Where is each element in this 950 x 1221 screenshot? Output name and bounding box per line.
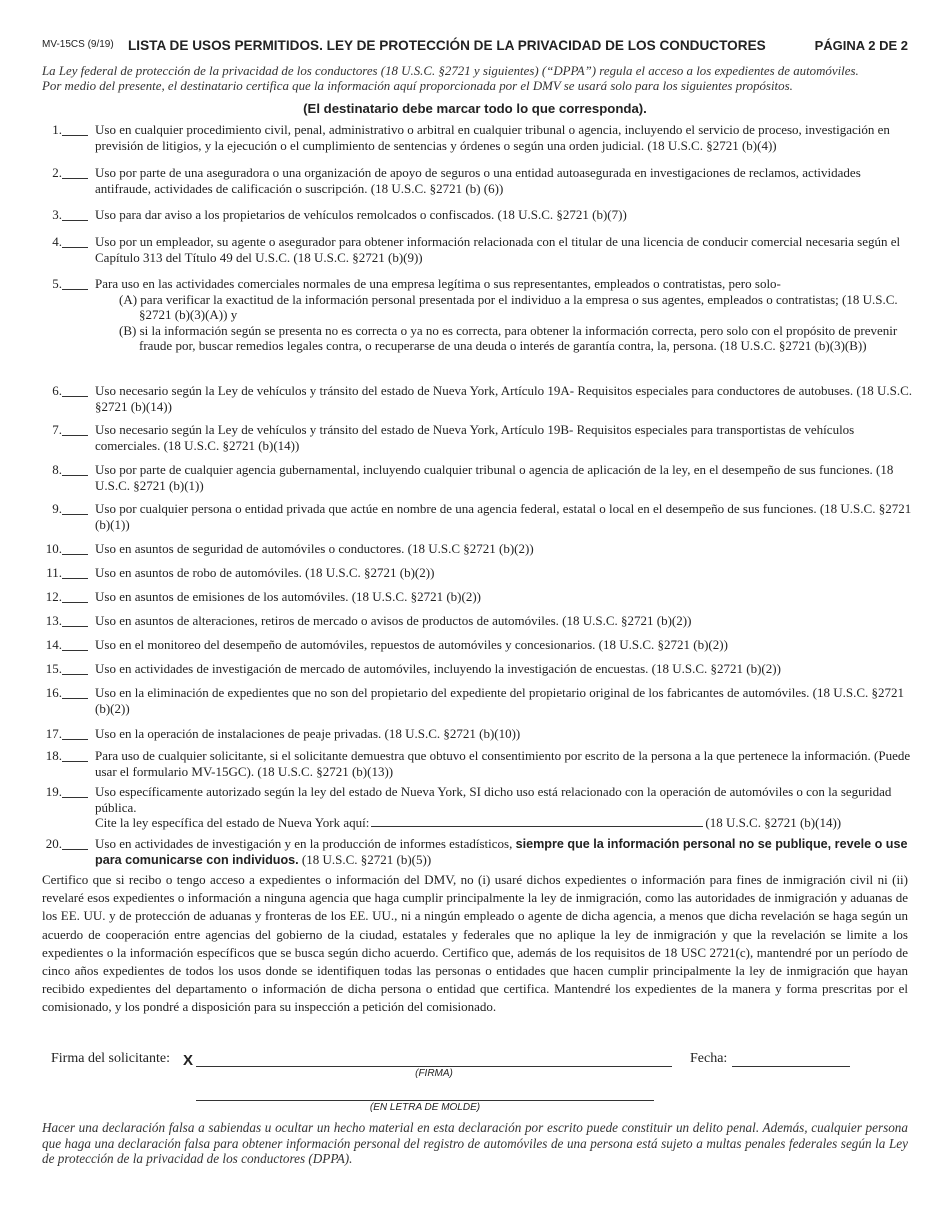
checkbox-line[interactable] <box>62 674 88 675</box>
intro-line-1: La Ley federal de protección de la privacidad de los conductores (18 U.S.C. §2721 y siguientes) (“DPPA”) regula el acceso a los expedientes de automóviles. <box>42 64 859 78</box>
item-text <box>95 836 915 867</box>
item-lead-text: Uso específicamente autorizado según la ley del estado de Nueva York, SI dicho uso está relacionado con la operación de automóviles o con la seguridad pública. <box>95 784 892 815</box>
sub-item-b: (B) si la información según se presenta no es correcta o ya no es correcta, para obtener la información correcta, pero solo con el propósito de prevenir fraude por, buscar remedios legales contra, o recuperarse de una deuda o interés de garantía contra, la, persona. (18 U.S.C. §2721 (b)(3)(B)) <box>119 322 898 353</box>
checkbox-line[interactable] <box>62 178 88 179</box>
sub-item-a: (A) para verificar la exactitud de la información personal presentada por el individuo a la empresa o sus agentes, empleados o contratistas; (18 U.S.C. §2721 (b)(3)(A)) y <box>119 291 898 322</box>
checkbox-line[interactable] <box>62 602 88 603</box>
item-text: Uso por un empleador, su agente o asegurador para obtener información relacionada con el titular de una licencia de conducir comercial necesaria según el Capítulo 313 del Título 49 del U.S.C. (18 U.S.C. §2721 (b)(9)) <box>95 234 901 265</box>
checkbox-line[interactable] <box>62 739 88 740</box>
date-label: Fecha: <box>690 1051 728 1066</box>
printed-name-caption: (EN LETRA DE MOLDE) <box>369 1102 481 1113</box>
checkbox-line[interactable] <box>62 650 88 651</box>
checkbox-line[interactable] <box>62 135 88 136</box>
item-reference: (18 U.S.C. §2721 (b)(5)) <box>301 851 432 867</box>
item-text: Uso en el monitoreo del desempeño de automóviles, repuestos de automóviles y concesionarios. (18 U.S.C. §2721 (b)(2)) <box>95 637 728 652</box>
item-number: 8. <box>52 462 62 477</box>
page-title: LISTA DE USOS PERMITIDOS. LEY DE PROTECCIÓN DE LA PRIVACIDAD DE LOS CONDUCTORES <box>128 38 766 53</box>
checkbox-line[interactable] <box>62 554 88 555</box>
item-text: Uso necesario según la Ley de vehículos y tránsito del estado de Nueva York, Artículo 19B- Requisitos especiales para transportistas de vehículos comerciales. (18 U.S.C. §2721 (b)(14)) <box>95 422 855 453</box>
signature-x-mark: X <box>183 1052 194 1069</box>
checkbox-line[interactable] <box>62 220 88 221</box>
page-number: PÁGINA 2 DE 2 <box>814 38 908 53</box>
header <box>42 38 908 58</box>
item-number: 13. <box>45 613 62 628</box>
item-number: 5. <box>52 276 62 291</box>
signature-field[interactable] <box>196 1066 672 1067</box>
item-number: 16. <box>45 685 62 700</box>
cite-law-reference: (18 U.S.C. §2721 (b)(14)) <box>705 815 842 830</box>
signature-label: Firma del solicitante: <box>51 1051 170 1066</box>
item-number: 14. <box>45 637 62 652</box>
item-number: 12. <box>45 589 62 604</box>
mark-instruction: (El destinatario debe marcar todo lo que corresponda). <box>303 101 647 116</box>
checkbox-line[interactable] <box>62 578 88 579</box>
signature-caption: (FIRMA) <box>415 1068 453 1079</box>
item-text <box>95 784 915 831</box>
checkbox-line[interactable] <box>62 698 88 699</box>
checkbox-line[interactable] <box>62 475 88 476</box>
item-text: Uso en asuntos de robo de automóviles. (18 U.S.C. §2721 (b)(2)) <box>95 565 435 580</box>
printed-name-field[interactable] <box>196 1100 654 1101</box>
item-text: Uso en asuntos de emisiones de los automóviles. (18 U.S.C. §2721 (b)(2)) <box>95 589 481 604</box>
item-number: 10. <box>45 541 62 556</box>
item-number: 11. <box>46 565 62 580</box>
item-text: Para uso de cualquier solicitante, si el solicitante demuestra que obtuvo el consentimiento por escrito de la persona a la que pertenece la información. (Puede usar el formulario MV-15GC). (18 U.S.C. §2721 (b)(13)) <box>95 748 911 779</box>
certification-text: Certifico que si recibo o tengo acceso a expedientes o información del DMV, no (i) usaré dichos expedientes o información para fines de inmigración civil ni (ii) revelaré esos expedientes o información a ninguna agencia que haga cumplir principalmente la ley de inmigración, como las autoridades de inmigración y aduanas de los EE. UU. y de protección de aduanas y fronteras de los EE. UU., ni a ningún empleado o agente de dicha agencia, a menos que dicha revelación se haga según un acuerdo de cooperación entre agencias del gobierno de la ciudad, estatales y federales que no aplique la ley de inmigración y que la revelación se limite a los expedientes o la información específicos que se busca según dicho acuerdo. Certifico que, además de los requisitos de 18 USC 2721(c), mantendré por un período de cinco años expedientes de todos los usos donde se identifiquen todas las personas o entidades que hacen cumplir principalmente la ley de inmigración que hayan recibido expedientes del departamento o información de dicha persona o entidad que certifica. Mantendré los expedientes de la manera y forma prescritas por el comisionado, y los pondré a disposición para su inspección a petición del comisionado. <box>42 872 908 1015</box>
item-number: 2. <box>52 165 62 180</box>
item-number: 19. <box>45 784 62 799</box>
item-text: Uso en asuntos de seguridad de automóviles o conductores. (18 U.S.C §2721 (b)(2)) <box>95 541 534 556</box>
item-text: Uso por parte de cualquier agencia gubernamental, incluyendo cualquier tribunal o agencia de aplicación de la ley, en el desempeño de sus funciones. (18 U.S.C. §2721 (b)(1)) <box>95 462 894 493</box>
item-number: 9. <box>52 501 62 516</box>
date-field[interactable] <box>732 1066 850 1067</box>
form-code: MV-15CS (9/19) <box>42 39 114 50</box>
item-number: 6. <box>52 383 62 398</box>
item-number: 4. <box>52 234 62 249</box>
checkbox-line[interactable] <box>62 247 88 248</box>
item-text: Uso por cualquier persona o entidad privada que actúe en nombre de una agencia federal, estatal o local en el desempeño de sus funciones. (18 U.S.C. §2721 (b)(1)) <box>95 501 912 532</box>
checkbox-line[interactable] <box>62 514 88 515</box>
item-number: 3. <box>52 207 62 222</box>
item-emphasis: siempre que la información personal no se publique, revele o use para comunicarse con individuos. <box>95 837 908 867</box>
checkbox-line[interactable] <box>62 289 88 290</box>
checkbox-line[interactable] <box>62 761 88 762</box>
item-text <box>95 276 915 354</box>
item-text: Uso en cualquier procedimiento civil, penal, administrativo o arbitral en cualquier tribunal o agencia, incluyendo el servicio de proceso, investigación en previsión de litigios, y la ejecución o el cumplimiento de sentencias y órdenes o según una orden judicial. (18 U.S.C. §2721 (b)(4)) <box>95 122 890 153</box>
item-text: Uso necesario según la Ley de vehículos y tránsito del estado de Nueva York, Artículo 19A- Requisitos especiales para conductores de autobuses. (18 U.S.C. §2721 (b)(14)) <box>95 383 913 414</box>
checkbox-line[interactable] <box>62 797 88 798</box>
item-lead-text: Uso en actividades de investigación y en la producción de informes estadísticos, <box>95 836 513 851</box>
item-text: Uso en actividades de investigación de mercado de automóviles, incluyendo la investigación de encuestas. (18 U.S.C. §2721 (b)(2)) <box>95 661 781 676</box>
item-number: 1. <box>52 122 62 137</box>
item-text: Uso para dar aviso a los propietarios de vehículos remolcados o confiscados. (18 U.S.C. §2721 (b)(7)) <box>95 207 627 222</box>
item-text: Uso en la operación de instalaciones de peaje privadas. (18 U.S.C. §2721 (b)(10)) <box>95 726 521 741</box>
cite-law-input[interactable] <box>371 815 703 827</box>
checkbox-line[interactable] <box>62 626 88 627</box>
item-lead-text: Para uso en las actividades comerciales normales de una empresa legítima o sus representantes, empleados o contratistas, pero solo- <box>95 276 781 291</box>
item-number: 17. <box>45 726 62 741</box>
item-text: Uso por parte de una aseguradora o una organización de apoyo de seguros o una entidad autoasegurada en investigaciones de reclamos, actividades antifraude, actividades de calificación o suscripción. (18 U.S.C. §2721 (b) (6)) <box>95 165 861 196</box>
cite-law-label: Cite la ley específica del estado de Nueva York aquí: <box>95 815 370 830</box>
checkbox-line[interactable] <box>62 396 88 397</box>
item-number: 7. <box>52 422 62 437</box>
intro-line-2: Por medio del presente, el destinatario certifica que la información aquí proporcionada por el DMV se usará solo para los siguientes propósitos. <box>42 79 793 93</box>
item-text: Uso en asuntos de alteraciones, retiros de mercado o avisos de productos de automóviles. (18 U.S.C. §2721 (b)(2)) <box>95 613 692 628</box>
item-text: Uso en la eliminación de expedientes que no son del propietario del expediente del propietario original de los fabricantes de automóviles. (18 U.S.C. §2721 (b)(2)) <box>95 685 905 716</box>
intro-text <box>42 64 908 94</box>
legal-warning: Hacer una declaración falsa a sabiendas u ocultar un hecho material en esta declaración por escrito puede constituir un delito penal. Además, cualquier persona que haga una declaración falsa para obtener información personal del registro de automóviles de una persona está sujeto a multas penales federales según la Ley de protección de la privacidad de los conductores (DPPA). <box>42 1120 908 1166</box>
item-number: 15. <box>45 661 62 676</box>
item-number: 20. <box>45 836 62 851</box>
item-number: 18. <box>45 748 62 763</box>
checkbox-line[interactable] <box>62 435 88 436</box>
checkbox-line[interactable] <box>62 849 88 850</box>
